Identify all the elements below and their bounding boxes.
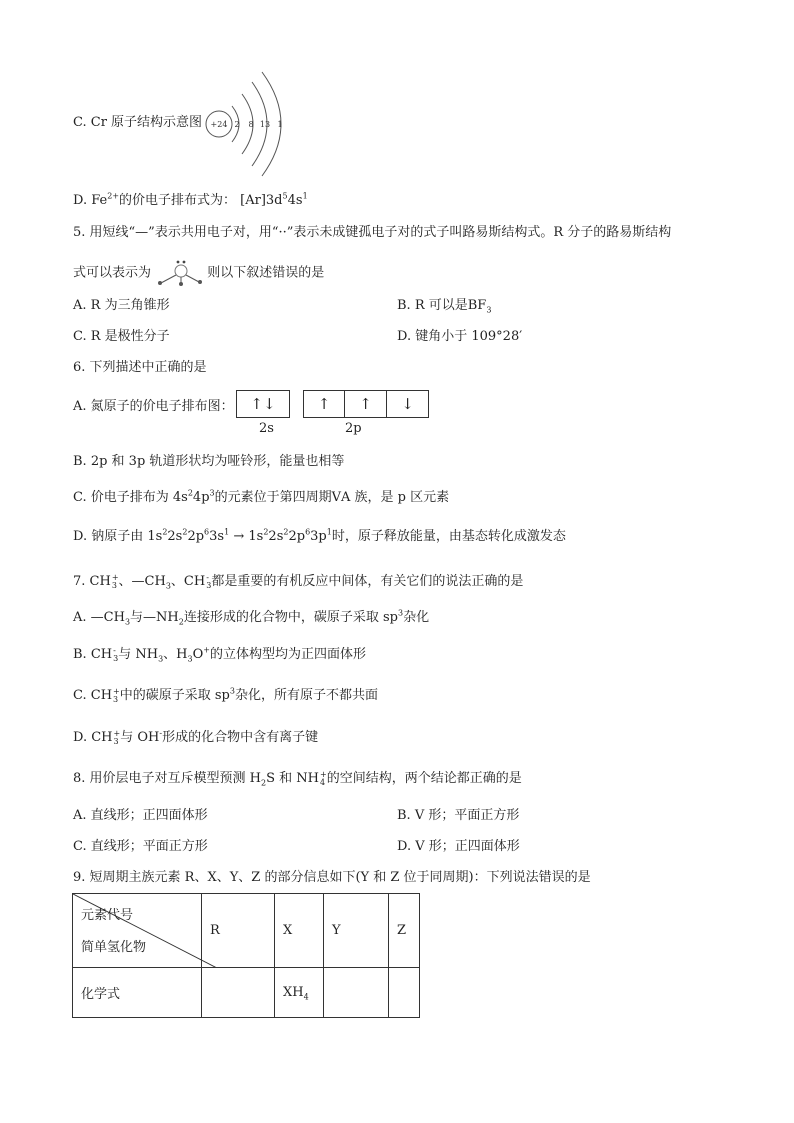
row-label: 化学式	[73, 968, 202, 1018]
q7b-4: O	[192, 647, 204, 662]
q9-stem: 9. 短周期主族元素 R、X、Y、Z 的部分信息如下(Y 和 Z 位于同周期)：下列说法错误的是	[73, 870, 591, 885]
col-header-r: R	[202, 894, 275, 968]
q4d-prefix: D. Fe	[73, 193, 108, 208]
q6d-sup-h: 1	[326, 527, 332, 537]
q7-plus-1: +	[111, 572, 119, 582]
q8-option-a: A. 直线形；正四面体形	[73, 808, 208, 823]
xh-text: XH	[283, 985, 304, 1000]
q7-minus-1: -	[206, 572, 209, 582]
q6-option-c	[73, 489, 449, 507]
q6d-sup-b: 2	[182, 527, 188, 537]
q6d-6: 2s	[268, 529, 284, 544]
table-header-row	[73, 894, 420, 968]
orbital-label-2s: 2s	[259, 421, 274, 436]
q6c-2: 4p	[192, 490, 210, 505]
cell-z	[389, 968, 420, 1018]
q7d-3: 形成的化合物中含有离子键	[162, 730, 319, 745]
col-header-x: X	[275, 894, 324, 968]
q6d-2: 2s	[167, 529, 183, 544]
q7-option-d	[73, 729, 318, 747]
q6c-1: C. 价电子排布为 4s	[73, 490, 188, 505]
q4d-e1: 5	[282, 191, 288, 201]
q4d-mid2: 4s	[287, 193, 303, 208]
q7d-2: 与 OH	[120, 730, 160, 745]
header-bottom-label: 简单氢化物	[81, 940, 147, 955]
q7-option-b	[73, 646, 366, 664]
q4d-charge: 2+	[107, 191, 120, 201]
q6c-e2: 3	[209, 488, 215, 498]
q5b-sub: 3	[486, 305, 492, 315]
orbital-box-2s: ↑↓	[236, 390, 290, 418]
shell-electrons-4: 1	[277, 120, 283, 129]
q7d-plus: +	[113, 728, 121, 738]
q7b-5: 的立体构型均为正四面体形	[209, 647, 366, 662]
col-header-z: Z	[389, 894, 420, 968]
q4-option-d	[73, 192, 308, 210]
q5-option-c: C. R 是极性分子	[73, 329, 170, 344]
q7a-4: 杂化	[403, 610, 430, 625]
q7c-sub: 3	[113, 694, 119, 704]
orbital-2p	[303, 390, 429, 418]
q5b-text: B. R 可以是BF	[397, 298, 487, 313]
q7-t-b: 、—CH	[118, 574, 166, 589]
q6d-arrow: →	[233, 529, 245, 544]
table-diagonal-header-cell	[73, 894, 202, 968]
q6d-sup-g: 6	[305, 527, 311, 537]
q7-option-c	[73, 687, 378, 705]
q7b-1: B. CH	[73, 647, 113, 662]
q6c-3: 的元素位于第四周期ⅤA 族，是 p 区元素	[214, 490, 450, 505]
shell-electrons-3: 13	[259, 120, 271, 129]
q5-line2b: 则以下叙述错误的是	[207, 265, 325, 281]
q5-line2a: 式可以表示为	[73, 265, 152, 281]
q6d-sup-a: 2	[162, 527, 168, 537]
lewis-structure-icon	[155, 260, 203, 286]
q8-t1: 8. 用价层电子对互斥模型预测 H	[73, 771, 262, 786]
header-top-label: 元素代号	[81, 908, 134, 923]
q7a-sub-2: 2	[178, 617, 184, 627]
q8-option-b: B. V 形；平面正方形	[397, 808, 520, 823]
q6c-e1: 2	[187, 488, 193, 498]
q5-option-b	[397, 297, 491, 315]
q4-option-c	[73, 114, 202, 132]
q7b-plus: +	[203, 645, 210, 655]
orbital-box-2p-3: ↓	[387, 390, 429, 418]
q8-t3: 的空间结构，两个结论都正确的是	[326, 771, 522, 786]
q7-option-a	[73, 609, 429, 627]
q8-plus: +	[320, 769, 327, 779]
q7d-sub: 3	[113, 736, 119, 746]
q7-t-c: 、CH	[170, 574, 206, 589]
q7-t-a: 7. CH	[73, 574, 111, 589]
q7-t-d: 都是重要的有机反应中间体，有关它们的说法正确的是	[211, 574, 524, 589]
q6-option-b: B. 2p 和 3p 轨道形状均为哑铃形，能量也相等	[73, 454, 345, 469]
q7-sub-1: 3	[111, 580, 117, 590]
cell-y	[324, 968, 389, 1018]
q8-ion	[320, 771, 327, 787]
q7b-2: 与 NH	[118, 647, 159, 662]
q6d-5: 1s	[248, 529, 264, 544]
shell-electrons-1: 2	[234, 120, 240, 129]
q6d-4: 3s	[209, 529, 225, 544]
orbital-label-2p: 2p	[345, 421, 362, 436]
q7b-3: 、H	[163, 647, 188, 662]
q7c-ion	[113, 688, 120, 704]
q5-option-a: A. R 为三角锥形	[73, 298, 170, 313]
q6-option-a: A. 氮原子的价电子排布图：	[73, 399, 234, 414]
q7c-plus: +	[113, 686, 120, 696]
cr-atom-structure-diagram	[200, 68, 295, 180]
q4d-mid: 的价电子排布式为： [Ar]3d	[119, 193, 283, 208]
q6d-8: 3p	[310, 529, 327, 544]
q7b-sub-2: 3	[158, 654, 164, 664]
q9-element-table	[72, 893, 420, 1018]
cell-r	[202, 968, 275, 1018]
q6d-tail: 时，原子释放能量，由基态转化成激发态	[331, 529, 566, 544]
q7-stem	[73, 573, 523, 591]
q7b-sub-3: 3	[187, 654, 193, 664]
q6-stem: 6. 下列描述中正确的是	[73, 360, 207, 375]
q7-sub-3: 3	[206, 580, 212, 590]
q6d-3: 2p	[187, 529, 205, 544]
q7a-1: A. —CH	[73, 610, 125, 625]
q7-sub-2: 3	[165, 581, 171, 591]
orbital-box-2p-1: ↑	[303, 390, 345, 418]
q7a-2: 与—NH	[130, 610, 179, 625]
xh-sub: 4	[303, 992, 309, 1002]
q7c-1: C. CH	[73, 688, 113, 703]
orbital-2s	[236, 390, 290, 418]
col-header-y: Y	[324, 894, 389, 968]
q4c-text: C. Cr 原子结构示意图	[73, 115, 203, 130]
q7a-3: 连接形成的化合物中，碳原子采取 sp	[183, 610, 398, 625]
q7b-sub: 3	[113, 653, 119, 663]
nucleus-charge: +24	[210, 120, 228, 129]
orbital-box-2p-2: ↑	[345, 390, 387, 418]
q7c-sup: 3	[229, 686, 235, 696]
q5-stem-line2	[73, 260, 324, 286]
cell-x	[275, 968, 324, 1018]
q8-t2: S 和 NH	[266, 771, 319, 786]
q7d-minus: -	[159, 728, 163, 738]
q7c-3: 杂化，所有原子不都共面	[234, 688, 378, 703]
q7a-sub-1: 3	[124, 617, 131, 627]
table-row	[73, 968, 420, 1018]
q7c-2: 中的碳原子采取 sp	[119, 688, 230, 703]
q8-sub2: 2	[261, 778, 267, 788]
q4d-e2: 1	[302, 191, 308, 201]
q5-stem-line1: 5. 用短线“—”表示共用电子对，用“··”表示未成键孤电子对的式子叫路易斯结构式。R 分子的路易斯结构	[73, 225, 672, 240]
q8-stem	[73, 770, 522, 788]
q6d-sup-c: 6	[204, 527, 210, 537]
q6d-sup-d: 1	[224, 527, 230, 537]
q6d-sup-e: 2	[263, 527, 269, 537]
q8-option-d: D. V 形；正四面体形	[397, 839, 520, 854]
q6d-7: 2p	[288, 529, 306, 544]
q6d-1: D. 钠原子由 1s	[73, 529, 163, 544]
q8-sub4: 4	[320, 777, 326, 787]
q8-option-c: C. 直线形；平面正方形	[73, 839, 208, 854]
q7a-sup: 3	[397, 608, 404, 618]
q7-ion-1	[112, 574, 119, 590]
q6d-sup-f: 2	[283, 527, 289, 537]
q6-option-d	[73, 528, 566, 546]
q7d-1: D. CH	[73, 730, 113, 745]
shell-electrons-2: 8	[248, 120, 254, 129]
q5-option-d: D. 键角小于 109°28′	[397, 329, 523, 344]
q7b-minus: -	[113, 645, 116, 655]
